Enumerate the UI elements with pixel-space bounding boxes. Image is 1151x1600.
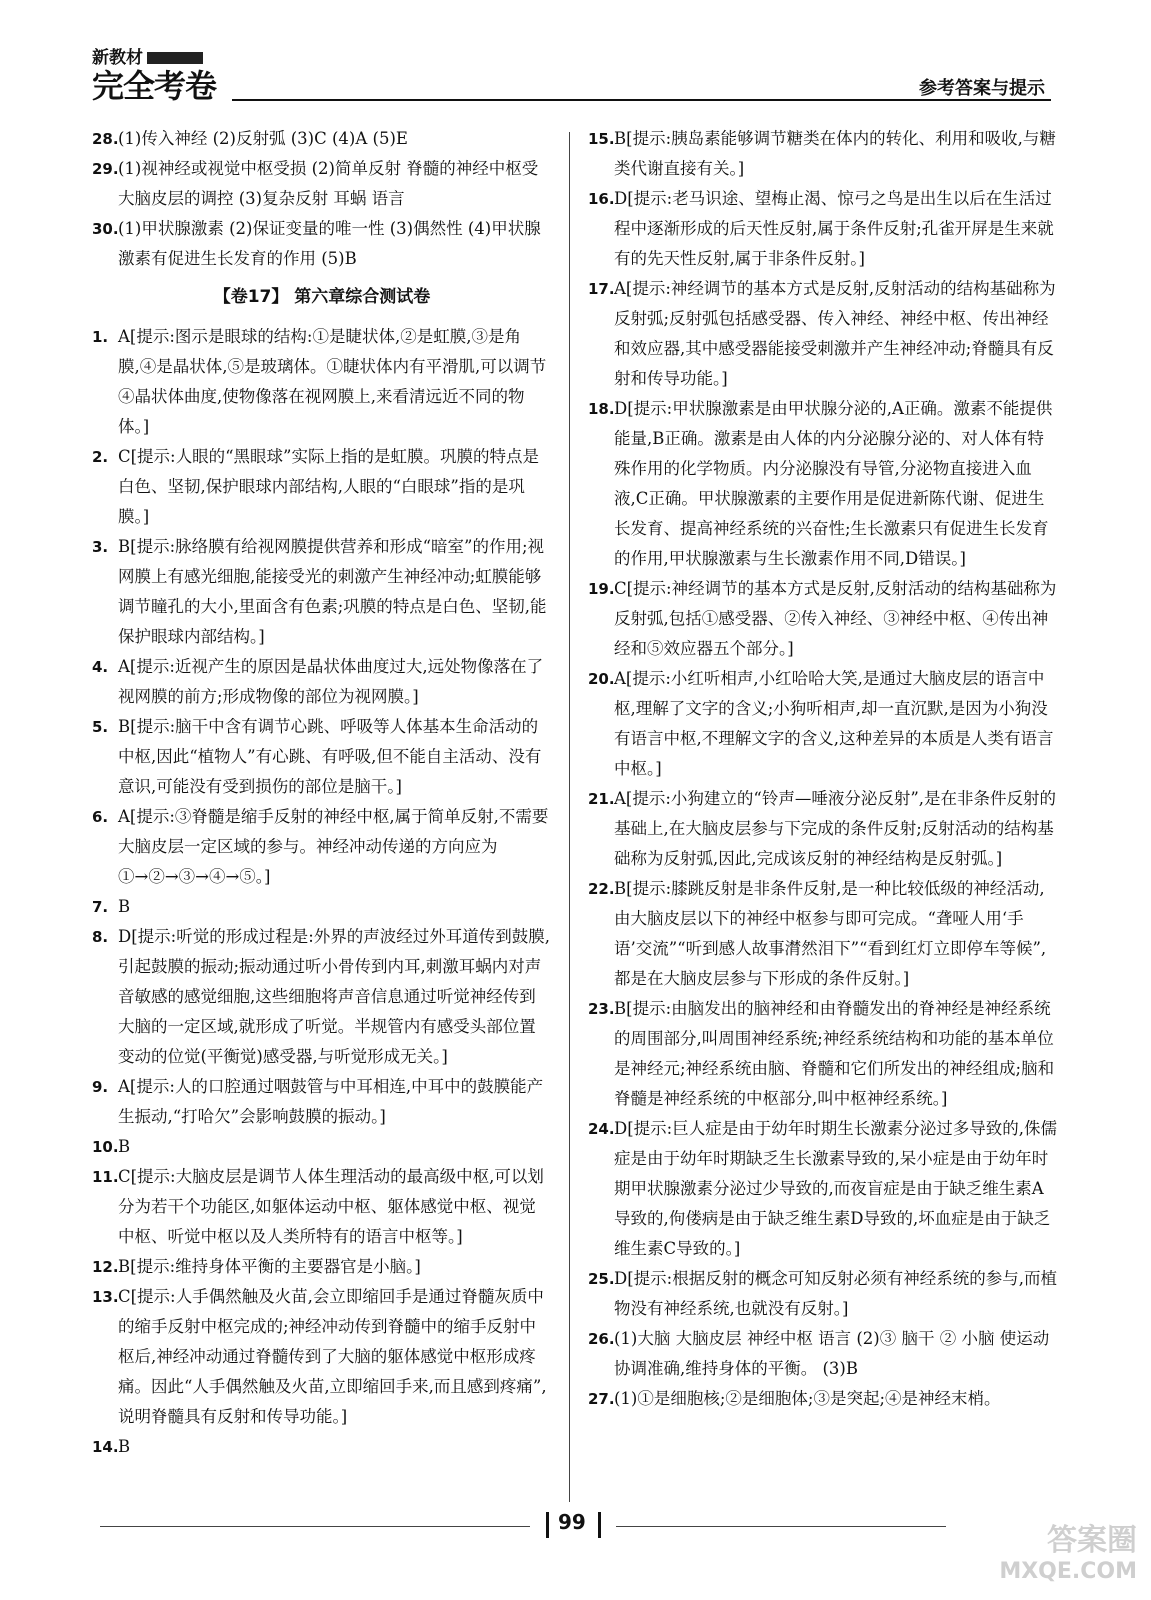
answer-number: 13. [92, 1288, 119, 1306]
answer-item [92, 1132, 552, 1162]
answer-text: A[提示:图示是眼球的结构:①是睫状体,②是虹膜,③是角膜,④是晶状体,⑤是玻璃体。①睫状体内有平滑肌,可以调节④晶状体曲度,使物像落在视网膜上,来看清远近不同的物体。] [118, 327, 547, 436]
answer-text: B [118, 1437, 131, 1456]
answer-text: A[提示:近视产生的原因是晶状体曲度过大,远处物像落在了视网膜的前方;形成物像的部位为视网膜。] [118, 657, 544, 706]
answer-number: 20. [588, 670, 615, 688]
answer-number: 2. [92, 448, 109, 466]
watermark [999, 1515, 1137, 1584]
answer-number: 3. [92, 538, 109, 556]
answer-text: B[提示:维持身体平衡的主要器官是小脑。] [118, 1257, 421, 1276]
answer-number: 9. [92, 1078, 109, 1096]
answer-item [588, 1114, 1058, 1264]
answer-item [92, 712, 552, 802]
answer-number: 15. [588, 130, 615, 148]
answer-text: B[提示:脉络膜有给视网膜提供营养和形成“暗室”的作用;视网膜上有感光细胞,能接受光的刺激产生神经冲动;虹膜能够调节瞳孔的大小,里面含有色素;巩膜的特点是白色、坚韧,能保护眼球内部结构。] [118, 537, 547, 646]
answer-number: 18. [588, 400, 615, 418]
answer-item [92, 154, 552, 214]
answer-number: 23. [588, 1000, 615, 1018]
answer-text: C[提示:人眼的“黑眼球”实际上指的是虹膜。巩膜的特点是白色、坚韧,保护眼球内部结构,人眼的“白眼球”指的是巩膜。] [118, 447, 539, 526]
brand-logo [92, 48, 232, 104]
answer-item [588, 574, 1058, 664]
answer-number: 14. [92, 1438, 119, 1456]
answer-item [588, 1324, 1058, 1384]
answer-text: B[提示:脑干中含有调节心跳、呼吸等人体基本生命活动的中枢,因此“植物人”有心跳、有呼吸,但不能自主活动、没有意识,可能没有受到损伤的部位是脑干。] [118, 717, 542, 796]
page-number-bar-right [598, 1512, 601, 1538]
answer-item [92, 892, 552, 922]
answer-number: 8. [92, 928, 109, 946]
answer-text: B[提示:由脑发出的脑神经和由脊髓发出的脊神经是神经系统的周围部分,叫周围神经系统;神经系统结构和功能的基本单位是神经元;神经系统由脑、脊髓和它们所发出的神经组成;脑和脊髓是神经系统的中枢部分,叫中枢神经系统。] [614, 999, 1055, 1108]
answer-number: 24. [588, 1120, 615, 1138]
answer-item [92, 1162, 552, 1252]
answer-item [92, 802, 552, 892]
answer-item [92, 214, 552, 274]
answer-item [588, 874, 1058, 994]
footer-rule-right [616, 1526, 946, 1527]
answer-number: 19. [588, 580, 615, 598]
answer-text: D[提示:老马识途、望梅止渴、惊弓之鸟是出生以后在生活过程中逐渐形成的后天性反射,属于条件反射;孔雀开屏是生来就有的先天性反射,属于非条件反射。] [614, 189, 1054, 268]
answer-text: (1)①是细胞核;②是细胞体;③是突起;④是神经末梢。 [614, 1389, 1001, 1408]
answer-text: A[提示:神经调节的基本方式是反射,反射活动的结构基础称为反射弧;反射弧包括感受器、传入神经、神经中枢、传出神经和效应器,其中感受器能接受刺激并产生神经冲动;脊髓具有反射和传导功能。] [614, 279, 1056, 388]
answer-item [92, 1432, 552, 1462]
answer-item [588, 1384, 1058, 1414]
answer-number: 5. [92, 718, 109, 736]
answer-text: D[提示:根据反射的概念可知反射必须有神经系统的参与,而植物没有神经系统,也就没有反射。] [614, 1269, 1057, 1318]
left-column [92, 124, 552, 1462]
answer-number: 25. [588, 1270, 615, 1288]
watermark-bottom: MXQE.COM [999, 1559, 1137, 1584]
answer-number: 7. [92, 898, 109, 916]
answer-item [588, 784, 1058, 874]
watermark-top: 答案圈 [1047, 1523, 1137, 1558]
answer-item [92, 124, 552, 154]
answer-text: A[提示:③脊髓是缩手反射的神经中枢,属于简单反射,不需要大脑皮层一定区域的参与。神经冲动传递的方向应为①→②→③→④→⑤。] [118, 807, 549, 886]
answer-item [92, 1252, 552, 1282]
right-column [588, 124, 1058, 1414]
page-number: 99 [558, 1510, 586, 1534]
answer-item [92, 442, 552, 532]
section-title: 【卷17】 第六章综合测试卷 [213, 287, 431, 307]
brand-bar-graphic [147, 52, 203, 64]
answer-text: B[提示:胰岛素能够调节糖类在体内的转化、利用和吸收,与糖类代谢直接有关。] [614, 129, 1056, 178]
answer-item [588, 394, 1058, 574]
answer-item [588, 274, 1058, 394]
answer-text: C[提示:大脑皮层是调节人体生理活动的最高级中枢,可以划分为若干个功能区,如躯体运动中枢、躯体感觉中枢、视觉中枢、听觉中枢以及人类所特有的语言中枢等。] [118, 1167, 544, 1246]
answer-item [92, 532, 552, 652]
answer-item [92, 652, 552, 712]
page-header-title: 参考答案与提示 [919, 78, 1045, 99]
answer-text: B [118, 1137, 131, 1156]
answer-item [588, 664, 1058, 784]
answer-number: 30. [92, 220, 119, 238]
answer-number: 16. [588, 190, 615, 208]
answer-item [92, 1072, 552, 1132]
answer-text: B [118, 897, 131, 916]
column-divider [569, 132, 570, 1502]
answer-text: B[提示:膝跳反射是非条件反射,是一种比较低级的神经活动,由大脑皮层以下的神经中枢参与即可完成。“聋哑人用‘手语’交流”“听到感人故事潸然泪下”“看到红灯立即停车等候”,都是在大脑皮层参与下形成的条件反射。] [614, 879, 1047, 988]
page-number-bar-left [546, 1512, 549, 1538]
answer-text: A[提示:小红听相声,小红哈哈大笑,是通过大脑皮层的语言中枢,理解了文字的含义;小狗听相声,却一直沉默,是因为小狗没有语言中枢,不理解文字的含义,这种差异的本质是人类有语言中枢。] [614, 669, 1054, 778]
answer-number: 11. [92, 1168, 119, 1186]
answer-item [92, 322, 552, 442]
answer-number: 28. [92, 130, 119, 148]
answer-number: 4. [92, 658, 109, 676]
brand-small: 新教材 [92, 48, 143, 68]
answer-item [92, 922, 552, 1072]
answer-text: (1)甲状腺激素 (2)保证变量的唯一性 (3)偶然性 (4)甲状腺激素有促进生长发育的作用 (5)B [118, 219, 541, 268]
brand-large: 完全考卷 [92, 67, 217, 105]
answer-item [588, 124, 1058, 184]
answer-item [588, 1264, 1058, 1324]
answer-text: (1)传入神经 (2)反射弧 (3)C (4)A (5)E [118, 129, 408, 148]
footer-rule-left [100, 1526, 530, 1527]
answer-number: 27. [588, 1390, 615, 1408]
test17-answers-right [588, 124, 1058, 1414]
answer-number: 10. [92, 1138, 119, 1156]
answer-item [588, 184, 1058, 274]
answer-number: 21. [588, 790, 615, 808]
answer-text: D[提示:听觉的形成过程是:外界的声波经过外耳道传到鼓膜,引起鼓膜的振动;振动通过听小骨传到内耳,刺激耳蜗内对声音敏感的感觉细胞,这些细胞将声音信息通过听觉神经传到大脑的一定区域,就形成了听觉。半规管内有感受头部位置变动的位觉(平衡觉)感受器,与听觉形成无关。] [118, 927, 551, 1066]
answer-number: 29. [92, 160, 119, 178]
prev-test-answers [92, 124, 552, 274]
test17-answers-left [92, 322, 552, 1462]
answer-number: 1. [92, 328, 109, 346]
answer-text: D[提示:甲状腺激素是由甲状腺分泌的,A正确。激素不能提供能量,B正确。激素是由人体的内分泌腺分泌的、对人体有特殊作用的化学物质。内分泌腺没有导管,分泌物直接进入血液,C正确。甲状腺激素的主要作用是促进新陈代谢、促进生长发育、提高神经系统的兴奋性;生长激素只有促进生长发育的作用,甲状腺激素与生长激素作用不同,D错误。] [614, 399, 1053, 568]
answer-text: A[提示:小狗建立的“铃声—唾液分泌反射”,是在非条件反射的基础上,在大脑皮层参与下完成的条件反射;反射活动的结构基础称为反射弧,因此,完成该反射的神经结构是反射弧。] [614, 789, 1057, 868]
answer-number: 17. [588, 280, 615, 298]
answer-number: 12. [92, 1258, 119, 1276]
answer-number: 6. [92, 808, 109, 826]
answer-text: (1)视神经或视觉中枢受损 (2)简单反射 脊髓的神经中枢受大脑皮层的调控 (3)复杂反射 耳蜗 语言 [118, 159, 539, 208]
answer-number: 26. [588, 1330, 615, 1348]
answer-text: (1)大脑 大脑皮层 神经中枢 语言 (2)③ 脑干 ② 小脑 使运动协调准确,维持身体的平衡。 (3)B [614, 1329, 1050, 1378]
answer-item [588, 994, 1058, 1114]
answer-text: A[提示:人的口腔通过咽鼓管与中耳相连,中耳中的鼓膜能产生振动,“打哈欠”会影响鼓膜的振动。] [118, 1077, 544, 1126]
answer-text: D[提示:巨人症是由于幼年时期生长激素分泌过多导致的,侏儒症是由于幼年时期缺乏生长激素导致的,呆小症是由于幼年时期甲状腺激素分泌过少导致的,而夜盲症是由于缺乏维生素A导致的,佝偻病是由于缺乏维生素D导致的,坏血症是由于缺乏维生素C导致的。] [614, 1119, 1057, 1258]
answer-number: 22. [588, 880, 615, 898]
answer-text: C[提示:神经调节的基本方式是反射,反射活动的结构基础称为反射弧,包括①感受器、②传入神经、③神经中枢、④传出神经和⑤效应器五个部分。] [614, 579, 1057, 658]
answer-text: C[提示:人手偶然触及火苗,会立即缩回手是通过脊髓灰质中的缩手反射中枢完成的;神经冲动传到脊髓中的缩手反射中枢后,神经冲动通过脊髓传到了大脑的躯体感觉中枢形成疼痛。因此“人手偶然触及火苗,立即缩回手来,而且感到疼痛”,说明脊髓具有反射和传导功能。] [118, 1287, 547, 1426]
answer-item [92, 1282, 552, 1432]
